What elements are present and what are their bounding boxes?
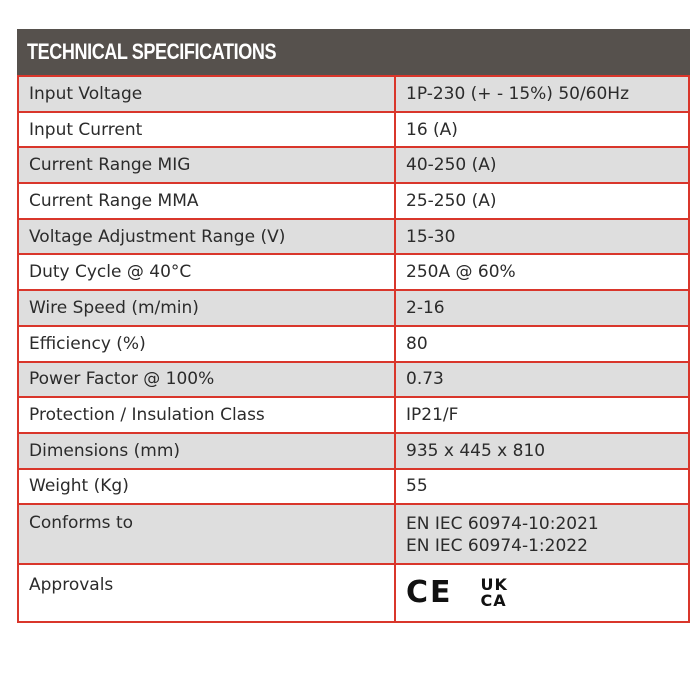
spec-value [395,564,689,622]
standard-line: EN IEC 60974-10:2021 [406,514,599,535]
spec-row-current-range-mma [18,183,689,219]
spec-label: Efficiency (%) [18,326,395,362]
spec-label: Wire Speed (m/min) [18,290,395,326]
spec-value: 1P-230 (+ - 15%) 50/60Hz [395,76,689,112]
ce-mark-icon: CE [406,575,453,611]
spec-row-conforms [18,504,689,564]
spec-row-approvals [18,564,689,622]
spec-value: 250A @ 60% [395,254,689,290]
spec-value: 25-250 (A) [395,183,689,219]
ukca-mark-icon: UK CA [480,575,508,611]
spec-label: Approvals [18,564,395,622]
spec-row-dimensions [18,433,689,469]
spec-value: 15-30 [395,219,689,255]
spec-label: Dimensions (mm) [18,433,395,469]
approval-marks [406,575,678,609]
spec-label: Current Range MIG [18,147,395,183]
spec-label: Voltage Adjustment Range (V) [18,219,395,255]
spec-row-weight [18,469,689,505]
spec-row-wire-speed [18,290,689,326]
spec-label: Weight (Kg) [18,469,395,505]
spec-value: 40-250 (A) [395,147,689,183]
spec-value: IP21/F [395,397,689,433]
spec-table [17,75,690,623]
spec-row-voltage-adjustment [18,219,689,255]
spec-value: 80 [395,326,689,362]
spec-value: 0.73 [395,362,689,398]
spec-label: Conforms to [18,504,395,564]
spec-title: TECHNICAL SPECIFICATIONS [27,39,277,64]
spec-row-power-factor [18,362,689,398]
spec-value: 16 (A) [395,112,689,148]
spec-value [395,504,689,564]
spec-value: 935 x 445 x 810 [395,433,689,469]
spec-label: Power Factor @ 100% [18,362,395,398]
spec-row-input-current [18,112,689,148]
spec-value: 55 [395,469,689,505]
spec-value: 2-16 [395,290,689,326]
standard-line: EN IEC 60974-1:2022 [406,536,588,557]
spec-row-current-range-mig [18,147,689,183]
spec-label: Input Voltage [18,76,395,112]
spec-label: Protection / Insulation Class [18,397,395,433]
spec-row-duty-cycle [18,254,689,290]
spec-label: Current Range MMA [18,183,395,219]
spec-row-efficiency [18,326,689,362]
spec-header [17,29,690,75]
spec-label: Input Current [18,112,395,148]
spec-label: Duty Cycle @ 40°C [18,254,395,290]
spec-sheet [17,29,690,623]
spec-row-protection [18,397,689,433]
spec-row-input-voltage [18,76,689,112]
